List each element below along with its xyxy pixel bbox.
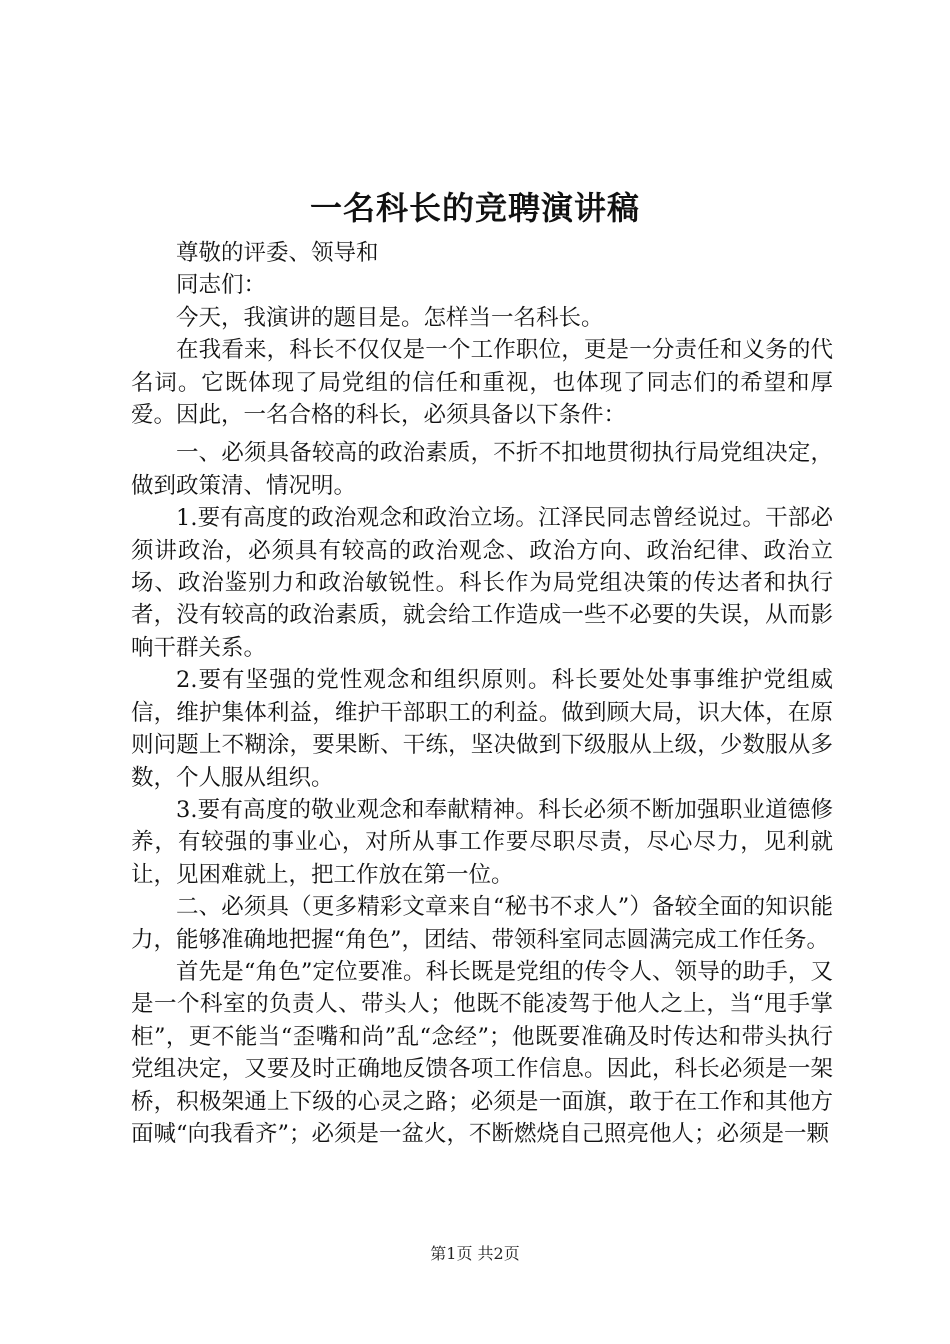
page-footer: 第1页 共2页 xyxy=(430,1244,520,1263)
paragraph: 3.要有高度的敬业观念和奉献精神。科长必须不断加强职业道德修养，有较强的事业心，对所从事工作要尽职尽责，尽心尽力，见利就让，见困难就上，把工作放在第一位。 xyxy=(131,796,833,888)
salutation-line-2: 同志们： xyxy=(176,272,267,299)
document-body xyxy=(131,237,833,1150)
paragraph: 1.要有高度的政治观念和政治立场。江泽民同志曾经说过。干部必须讲政治，必须具有较高的政治观念、政治方向、政治纪律、政治立场、政治鉴别力和政治敏锐性。科长作为局党组决策的传达者和执行者，没有较高的政治素质，就会给工作造成一些不必要的失误，从而影响干群关系。 xyxy=(131,505,833,661)
paragraph: 一、必须具备较高的政治素质，不折不扣地贯彻执行局党组决定，做到政策清、情况明。 xyxy=(131,440,833,499)
salutation-line-1: 尊敬的评委、领导和 xyxy=(176,240,379,266)
paragraph: 2.要有坚强的党性观念和组织原则。科长要处处事事维护党组威信，维护集体利益，维护干部职工的利益。做到顾大局，识大体，在原则问题上不糊涂，要果断、干练，坚决做到下级服从上级，少数服从多数，个人服从组织。 xyxy=(131,667,833,791)
document-title: 一名科长的竞聘演讲稿 xyxy=(309,189,640,227)
paragraph: 今天，我演讲的题目是。怎样当一名科长。 xyxy=(176,304,604,331)
paragraph: 二、必须具（更多精彩文章来自“秘书不求人”）备较全面的知识能力，能够准确地把握“角色”，团结、带领科室同志圆满完成工作任务。 xyxy=(131,894,833,953)
paragraph: 首先是“角色”定位要准。科长既是党组的传令人、领导的助手，又是一个科室的负责人、带头人；他既不能凌驾于他人之上，当“甩手掌柜”，更不能当“歪嘴和尚”乱“念经”；他既要准确及时传达和带头执行党组决定，又要及时正确地反馈各项工作信息。因此，科长必须是一架桥，积极架通上下级的心灵之路；必须是一面旗，敢于在工作和其他方面喊“向我看齐”；必须是一盆火，不断燃烧自己照亮他人；必须是一颗 xyxy=(131,958,833,1147)
paragraph: 在我看来，科长不仅仅是一个工作职位，更是一分责任和义务的代名词。它既体现了局党组的信任和重视，也体现了同志们的希望和厚爱。因此，一名合格的科长，必须具备以下条件： xyxy=(131,337,833,429)
